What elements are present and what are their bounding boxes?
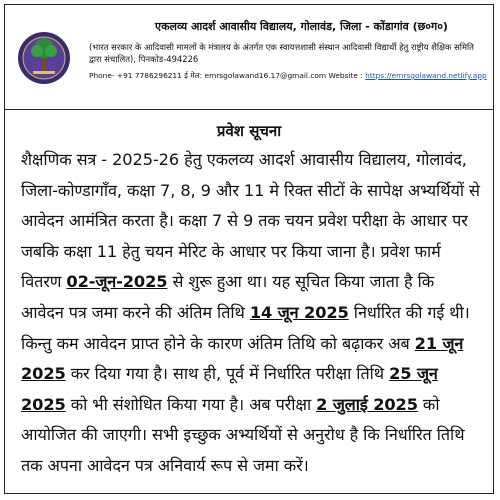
school-name: एकलव्य आदर्श आवासीय विद्यालय, गोलावंड, जिला - कोंडागांव (छ०ग०) (155, 20, 448, 33)
email-text: emrsgolawand16.17@gmail.com (204, 71, 327, 80)
website-label: Website : (328, 71, 363, 80)
notice-body (21, 145, 481, 482)
notice-title: प्रवेश सूचना (216, 122, 282, 140)
email-label: ई मेल: (184, 71, 203, 80)
notice-text-1: शैक्षणिक सत्र - 2025-26 हेतु एकलव्य आदर्श आवासीय विद्यालय, गोलावंद, जिला-कोण्डागाँव, कक्षा 7, 8, 9 और 11 मे रिक्त सीटों के सापेक्ष अभ्यर्थियों से आवेदन आमंत्रित करता है। कक्षा 7 से 9 तक चयन प्रवेश परीक्षा के आधार पर जबकि कक्षा 11 हेतु चयन मेरिट के आधार पर किया जाना है। प्रवेश फार्म वितरण (21, 150, 480, 292)
original-exam-date: 25 जून 2025 (21, 364, 438, 414)
original-last-date: 14 जून 2025 (249, 302, 349, 322)
contact-line (89, 71, 487, 81)
revised-exam-date: 2 जुलाई 2025 (316, 394, 418, 414)
school-emblem-icon (17, 31, 71, 85)
notice-text-3: निर्धारित की गई थी। किन्तु कम आवेदन प्राप्त होने के कारण अंतिम तिथि को बढ़ाकर अब (21, 302, 470, 353)
phone-text: Phone- +91 7786296211 (89, 71, 182, 80)
notice-text-4: कर दिया गया है। साथ ही, पूर्व में निर्धारित परीक्षा तिथि (70, 364, 385, 384)
header-divider (5, 109, 493, 110)
form-distribution-date: 02-जून-2025 (66, 272, 168, 292)
notice-text-6: को आयोजित की जाएगी। सभी इच्छुक अभ्यर्थियों से अनुरोध है कि निर्धारित तिथि तक अपना आवेदन पत्र अनिवार्य रूप से जमा करें। (21, 394, 465, 475)
school-subtitle: (भारत सरकार के आदिवासी मामलों के मंत्रालय के अंतर्गत एक स्वायत्तशासी संस्थान आदिवासी विद्यार्थी हेतु राष्ट्रीय शैक्षिक समिति द्वारा संचालित), पिनकोड-494226 (89, 42, 474, 64)
letterhead (5, 5, 493, 110)
extended-last-date: 21 जून 2025 (21, 333, 464, 384)
notice-document (4, 4, 494, 494)
notice-text-5: को भी संशोधित किया गया है। अब परीक्षा (70, 394, 312, 414)
website-link[interactable]: https://emrsgolawand.netlify.app (365, 71, 487, 80)
notice-text-2: से शुरू हुआ था। यह सूचित किया जाता है कि आवेदन पत्र जमा करने की अंतिम तिथि (21, 272, 435, 322)
